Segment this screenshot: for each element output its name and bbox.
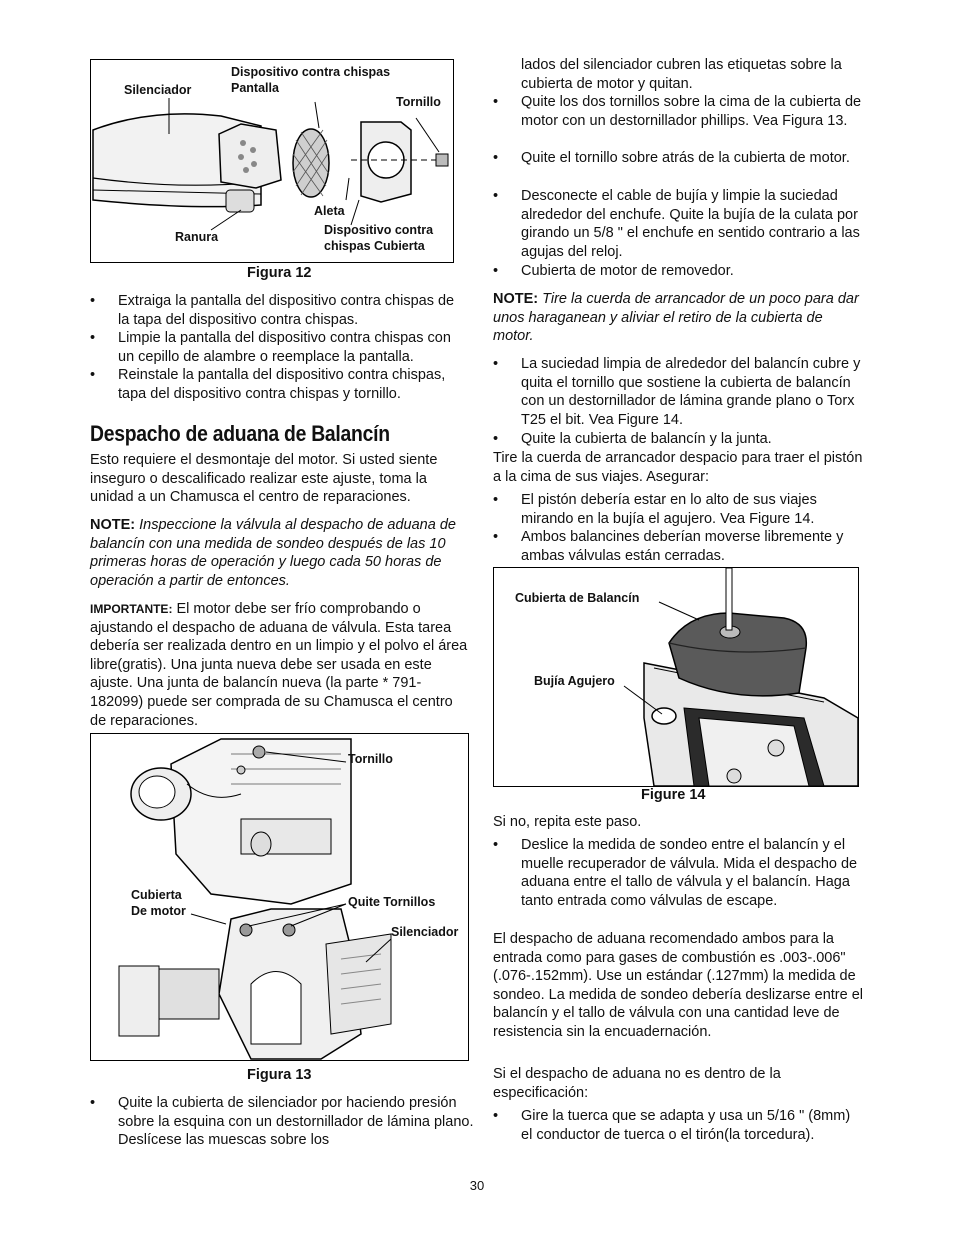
left-bullet-2: • Limpie la pantalla del dispositivo contra chispas con un cepillo de alambre o reemplace la pantalla. — [90, 329, 468, 366]
si-no-paragraph: Si no, repita este paso. — [493, 814, 642, 830]
right-bullet-6: • Quite la cubierta de balancín y la junta. — [493, 430, 865, 449]
fig14-label-bujia: Bujía Agujero — [534, 674, 615, 688]
right-continued-text: lados del silenciador cubren las etiquetas sobre la cubierta de motor y quitan. — [521, 57, 842, 92]
note-2-label: NOTE: — [493, 291, 539, 307]
label-ranura: Ranura — [175, 230, 219, 244]
figure-12 — [90, 59, 454, 263]
figure-14-caption: Figure 14 — [641, 787, 706, 803]
label-silenciador: Silenciador — [124, 83, 192, 97]
figure-13 — [90, 733, 469, 1061]
label-cubierta-2: chispas Cubierta — [324, 239, 425, 253]
important-paragraph — [90, 600, 470, 730]
label-dispositivo-pantalla-2: Pantalla — [231, 81, 279, 95]
right-bullet-8: • Ambos balancines deberían moverse libremente y ambas válvulas están cerradas. — [493, 528, 865, 565]
right-bullet-4: • Cubierta de motor de removedor. — [493, 262, 865, 281]
right-bullet-9: • Deslice la medida de sondeo entre el balancín y el muelle recuperador de válvula. Mida el despacho de aduana entre el tallo de válvula y el balancín. Haga tanto entrada como válvulas de escape. — [493, 836, 865, 910]
note-2-text: Tire la cuerda de arrancador de un poco para dar unos haraganean y aliviar el retiro de la cubierta de motor. — [493, 291, 859, 345]
piston-paragraph: Tire la cuerda de arrancador despacio para traer el pistón a la cima de sus viajes. Asegurar: — [493, 450, 863, 485]
section-heading: Despacho de aduana de Balancín — [90, 421, 390, 446]
note-1 — [90, 516, 470, 590]
right-bullet-10: • Gire la tuerca que se adapta y usa un 5/16 " (8mm) el conductor de tuerca o el tirón(la torcedura). — [493, 1107, 865, 1144]
note-1-text: Inspeccione la válvula al despacho de aduana de balancín con una medida de sondeo después de las 10 primeras horas de operación y luego cada 50 horas de operación a partir de entonces. — [90, 517, 456, 589]
left-bullet-1: • Extraiga la pantalla del dispositivo contra chispas de la tapa del dispositivo contra chispas. — [90, 292, 468, 329]
if-not-paragraph: Si el despacho de aduana no es dentro de la especificación: — [493, 1066, 781, 1101]
right-bullet-5: • La suciedad limpia de alrededor del balancín cubre y quita el tornillo que sostiene la cubierta de balancín con un destornillador de lámina grande plano o Torx T25 el bit. Vea Figure 14. — [493, 355, 865, 429]
left-bullet-4: • Quite la cubierta de silenciador por haciendo presión sobre la esquina con un destornillador de lámina plano. Deslícese las muescas sobre los — [90, 1094, 483, 1150]
important-label: IMPORTANTE: — [90, 602, 173, 616]
label-dispositivo-pantalla-1: Dispositivo contra chispas — [231, 65, 391, 79]
fig13-label-cubierta-2: De motor — [131, 904, 186, 918]
right-bullet-1: • Quite los dos tornillos sobre la cima de la cubierta de motor con un destornillador phillips. Vea Figura 13. — [493, 93, 865, 130]
figure-12-caption: Figura 12 — [247, 265, 312, 281]
fig14-label-cubierta: Cubierta de Balancín — [515, 591, 640, 605]
right-bullet-2: • Quite el tornillo sobre atrás de la cubierta de motor. — [493, 149, 865, 168]
figure-14 — [493, 567, 859, 787]
right-bullet-7: • El pistón debería estar en lo alto de sus viajes mirando en la bujía el agujero. Vea Figure 14. — [493, 491, 865, 528]
note-1-label: NOTE: — [90, 517, 136, 533]
label-cubierta-1: Dispositivo contra — [324, 223, 434, 237]
fig13-label-tornillo: Tornillo — [348, 752, 393, 766]
right-bullet-3: • Desconecte el cable de bujía y limpie la suciedad alrededor del enchufe. Quite la bujía de la culata por girando un 5/8 " el enchufe en sentido contrario a las agujas del reloj. — [493, 187, 865, 261]
intro-paragraph: Esto requiere el desmontaje del motor. Si usted siente inseguro o descalificado realizar este ajuste, toma la unidad a un Chamusca el centro de reparaciones. — [90, 452, 438, 506]
fig13-label-quite: Quite Tornillos — [348, 895, 436, 909]
fig13-label-cubierta-1: Cubierta — [131, 888, 182, 902]
recommended-paragraph: El despacho de aduana recomendado ambos para la entrada como para gases de combustión es .003-.006" (.076-.152mm). Use un estándar (.127mm) la medida de sondeo. La medida de sondeo debería deslizarse entre el balancín y el tallo de válvula con una cantidad leve de resistencia sin la encuadernación. — [493, 931, 864, 1040]
label-tornillo: Tornillo — [396, 95, 441, 109]
fig13-label-silenciador: Silenciador — [391, 925, 459, 939]
note-2 — [493, 290, 865, 346]
important-text: El motor debe ser frío comprobando o ajustando el despacho de aduana de válvula. Esta tarea debería ser realizada dentro en un limpio y el polvo el área libre(gratis). Una junta nueva debe ser usada en este ajuste. Una junta de balancín nueva (la parte * 791-182099) puede ser comprada de su Chamusca el centro de reparaciones. — [90, 601, 468, 729]
page-number: 30 — [469, 1178, 485, 1193]
label-aleta: Aleta — [314, 204, 345, 218]
figure-13-caption: Figura 13 — [247, 1067, 312, 1083]
left-bullet-3: • Reinstale la pantalla del dispositivo contra chispas, tapa del dispositivo contra chispas y tornillo. — [90, 366, 468, 403]
